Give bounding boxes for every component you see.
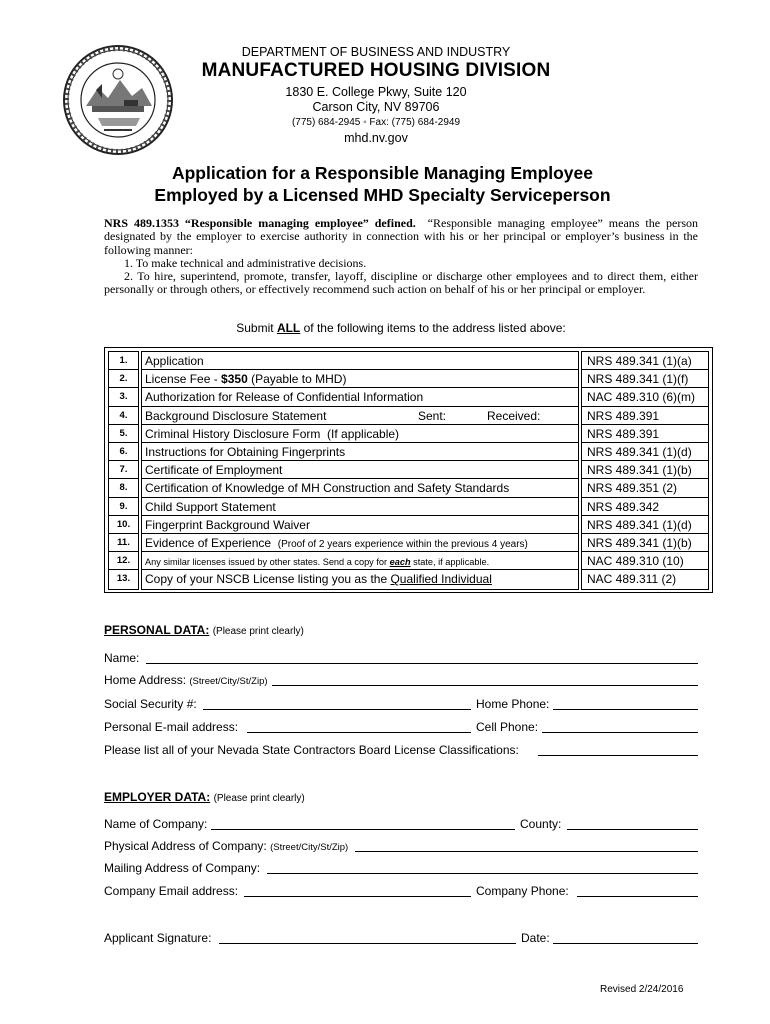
row-reference: NRS 489.341 (1)(d) xyxy=(582,516,708,534)
row-description: Fingerprint Background Waiver xyxy=(142,516,578,534)
address-line-1: 1830 E. College Pkwy, Suite 120 xyxy=(285,85,467,99)
table-row xyxy=(105,352,712,370)
classifications-label: Please list all of your Nevada State Contractors Board License Classifications: xyxy=(104,743,519,757)
row-number: 13. xyxy=(116,573,131,585)
personal-email-field[interactable] xyxy=(247,732,471,733)
row-description: Evidence of Experience (Proof of 2 years experience within the previous 4 years) xyxy=(142,534,578,552)
row-number: 5. xyxy=(109,425,138,443)
company-email-field[interactable] xyxy=(244,896,471,897)
row-description: Instructions for Obtaining Fingerprints xyxy=(142,443,578,461)
row-reference: NAC 489.310 (10) xyxy=(582,552,708,570)
row-reference: NRS 489.351 (2) xyxy=(582,479,708,497)
row-description: Copy of your NSCB License listing you as the Qualified Individual xyxy=(145,572,492,587)
company-phone-label: Company Phone: xyxy=(476,884,569,898)
row-number: 4. xyxy=(109,407,138,425)
table-row xyxy=(105,370,712,388)
physical-address-label: Physical Address of Company: (Street/City/St/Zip) xyxy=(104,839,349,853)
table-row xyxy=(105,461,712,479)
home-phone-label: Home Phone: xyxy=(476,697,550,711)
table-row xyxy=(105,407,712,425)
table-row xyxy=(105,388,712,406)
row-reference: NRS 489.341 (1)(b) xyxy=(582,534,708,552)
row-number: 2. xyxy=(109,370,138,388)
row-reference: NRS 489.341 (1)(b) xyxy=(582,461,708,479)
company-email-label: Company Email address: xyxy=(104,884,239,898)
personal-email-label: Personal E-mail address: xyxy=(104,720,239,734)
row-reference: NRS 489.391 xyxy=(582,407,708,425)
county-label: County: xyxy=(520,817,562,831)
row-reference: NAC 489.311 (2) xyxy=(587,572,677,587)
nrs-heading: NRS 489.1353 “Responsible managing employee” defined. xyxy=(104,216,416,230)
applicant-signature-field[interactable] xyxy=(219,943,516,944)
row-description: Any similar licenses issued by other states. Send a copy for each state, if applicable. xyxy=(142,552,578,570)
table-row xyxy=(105,425,712,443)
name-label: Name: xyxy=(104,651,140,665)
row-number: 12. xyxy=(109,552,138,570)
row-number: 3. xyxy=(109,388,138,406)
table-row xyxy=(105,516,712,534)
row-number: 1. xyxy=(109,352,138,370)
row-reference: NRS 489.341 (1)(d) xyxy=(582,443,708,461)
row-reference: NAC 489.310 (6)(m) xyxy=(582,388,708,406)
company-name-label: Name of Company: xyxy=(104,817,208,831)
website: mhd.nv.gov xyxy=(344,131,408,145)
row-number: 11. xyxy=(109,534,138,552)
row-description: Background Disclosure Statement Sent: Received: xyxy=(142,407,578,425)
row-number: 9. xyxy=(109,498,138,516)
row-description: Certificate of Employment xyxy=(142,461,578,479)
table-row xyxy=(105,552,712,570)
mailing-address-field[interactable] xyxy=(267,873,698,874)
phone-fax: (775) 684-2945 ◦ Fax: (775) 684-2949 xyxy=(291,117,461,128)
home-address-label: Home Address: (Street/City/St/Zip) xyxy=(104,673,268,687)
company-phone-field[interactable] xyxy=(577,896,698,897)
submit-instruction xyxy=(104,321,698,335)
submit-before: Submit xyxy=(236,321,274,335)
date-label: Date: xyxy=(521,931,550,945)
employer-data-heading: EMPLOYER DATA: (Please print clearly) xyxy=(104,790,305,804)
county-field[interactable] xyxy=(567,829,698,830)
row-number: 8. xyxy=(109,479,138,497)
sent-label: Sent: xyxy=(418,408,447,423)
home-address-field[interactable] xyxy=(272,685,698,686)
nrs-item-1: 1. To make technical and administrative decisions. xyxy=(124,255,367,270)
row-number: 7. xyxy=(109,461,138,479)
row-reference: NRS 489.341 (1)(a) xyxy=(582,352,708,370)
ssn-label: Social Security #: xyxy=(104,697,197,711)
division-name: MANUFACTURED HOUSING DIVISION xyxy=(201,60,551,81)
applicant-signature-label: Applicant Signature: xyxy=(104,931,212,945)
row-reference: NRS 489.341 (1)(f) xyxy=(582,370,708,388)
submit-after: of the following items to the address listed above: xyxy=(303,321,566,335)
date-field[interactable] xyxy=(553,943,698,944)
row-description: License Fee - $350 (Payable to MHD) xyxy=(142,370,578,388)
row-number: 10. xyxy=(109,516,138,534)
table-row xyxy=(105,534,712,552)
form-title-line-2: Employed by a Licensed MHD Specialty Serviceperson xyxy=(154,185,611,205)
classifications-field[interactable] xyxy=(538,755,698,756)
row-description: Child Support Statement xyxy=(142,498,578,516)
revision-date: Revised 2/24/2016 xyxy=(600,984,684,995)
home-phone-field[interactable] xyxy=(553,709,698,710)
row-description: Authorization for Release of Confidential Information xyxy=(142,388,578,406)
company-name-field[interactable] xyxy=(211,829,515,830)
received-label: Received: xyxy=(487,408,541,423)
department-name: DEPARTMENT OF BUSINESS AND INDUSTRY xyxy=(241,45,511,59)
table-row xyxy=(105,570,712,588)
nrs-item-2: 2. To hire, superintend, promote, transfer, layoff, discipline or discharge other employees and to direct them, either personally or through others, or effectively recommend such action on behalf of his or her principal or employer. xyxy=(104,269,698,297)
personal-data-heading: PERSONAL DATA: (Please print clearly) xyxy=(104,623,304,637)
nrs-body: “Responsible managing employee” means the person designated by the employer to exercise authority in connection with his or her principal or employer’s business in the following manner: xyxy=(104,216,699,257)
row-description: Certification of Knowledge of MH Construction and Safety Standards xyxy=(142,479,578,497)
table-row xyxy=(105,443,712,461)
form-title-line-1: Application for a Responsible Managing Employee xyxy=(171,163,594,183)
row-reference: NRS 489.342 xyxy=(582,498,708,516)
row-number: 6. xyxy=(109,443,138,461)
mailing-address-label: Mailing Address of Company: xyxy=(104,861,261,875)
submit-emphasis: ALL xyxy=(276,321,301,335)
checklist-table xyxy=(104,347,713,593)
cell-phone-field[interactable] xyxy=(542,732,698,733)
ssn-field[interactable] xyxy=(203,709,471,710)
table-row xyxy=(105,498,712,516)
nrs-definition xyxy=(104,217,698,297)
physical-address-field[interactable] xyxy=(355,851,698,852)
cell-phone-label: Cell Phone: xyxy=(476,720,539,734)
table-row xyxy=(105,479,712,497)
row-reference: NRS 489.391 xyxy=(582,425,708,443)
address-line-2: Carson City, NV 89706 xyxy=(312,100,440,114)
name-field[interactable] xyxy=(146,663,698,664)
nevada-state-seal xyxy=(62,44,174,156)
row-description: Criminal History Disclosure Form (If applicable) xyxy=(142,425,578,443)
row-description: Application xyxy=(142,352,578,370)
